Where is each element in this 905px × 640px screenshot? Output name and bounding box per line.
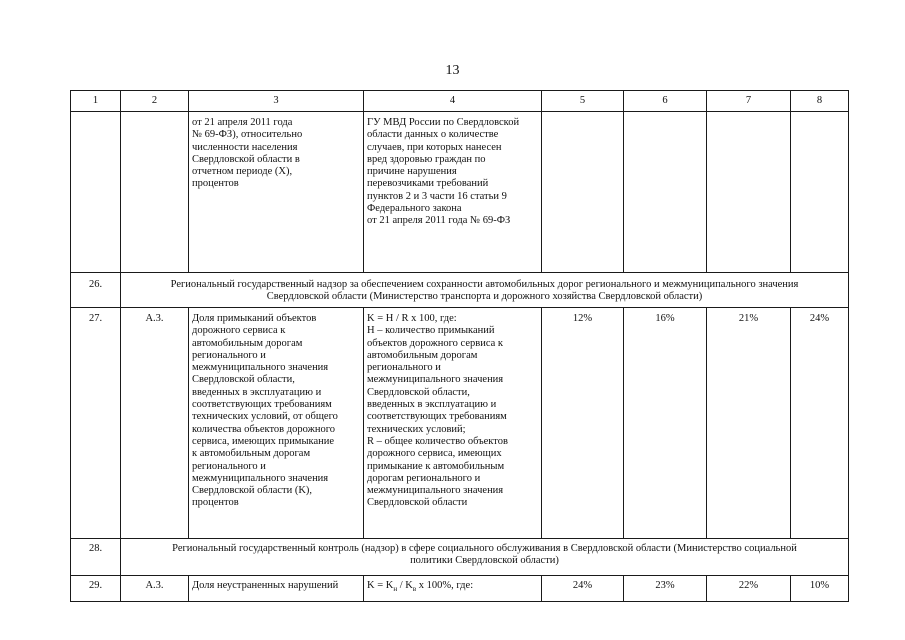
code-cell: А.3. (121, 308, 189, 539)
num-cell (71, 112, 121, 273)
table-row-continuation (71, 112, 849, 273)
text-line: соответствующих требованиям (367, 411, 507, 423)
table-row-28 (71, 539, 849, 576)
text-line: объектов дорожного сервиса к (367, 337, 503, 349)
text-line: Региональный государственный контроль (надзор) в сфере социального обслуживания в Свердловской области (Министерство социальной (172, 543, 797, 554)
text-line: Свердловской области (Министерство транспорта и дорожного хозяйства Свердловской области) (266, 291, 703, 303)
text-line: Свердловской области (K), (192, 485, 313, 497)
header-cell: 6 (624, 91, 707, 112)
text-line: № 69-ФЗ), относительно (192, 129, 303, 141)
value-cell (624, 112, 707, 273)
text-line: Доля неустраненных нарушений (192, 580, 339, 591)
formula-line (367, 580, 538, 592)
text-line: введенных в эксплуатацию и (192, 386, 322, 398)
text-line: от 21 апреля 2011 года (192, 117, 293, 128)
text-line: межмуниципального значения (192, 472, 329, 484)
value-cell: 24% (791, 308, 849, 539)
text-line: политики Свердловской области) (410, 555, 559, 567)
table-header-row (71, 91, 849, 112)
text-line: H – количество примыканий (367, 325, 495, 337)
formula-cell (364, 112, 542, 273)
formula-subscript: н (393, 585, 398, 594)
value-cell: 10% (791, 576, 849, 602)
table-row-29 (71, 576, 849, 602)
text-line: регионального и (192, 460, 266, 472)
header-cell: 7 (707, 91, 791, 112)
text-line: отчетном периоде (X), (192, 166, 293, 178)
text-line: K = H / R x 100, где: (367, 313, 457, 324)
text-line: сервиса, имеющих примыкание (192, 435, 335, 447)
code-cell: А.3. (121, 576, 189, 602)
text-line: межмуниципального значения (367, 485, 504, 497)
value-cell (707, 112, 791, 273)
header-cell: 3 (189, 91, 364, 112)
text-line: Региональный государственный надзор за обеспечением сохранности автомобильных дорог регионального и межмуниципального значения (170, 279, 799, 290)
text-line: межмуниципального значения (367, 374, 504, 386)
value-cell: 22% (707, 576, 791, 602)
header-cell: 2 (121, 91, 189, 112)
text-line: случаев, при которых нанесен (367, 141, 502, 153)
text-line: автомобильным дорогам (192, 337, 303, 349)
indicator-name-cell (189, 576, 364, 602)
text-line: дорогам регионального и (367, 472, 481, 484)
formula-text: x 100%, где: (416, 580, 474, 591)
value-cell: 16% (624, 308, 707, 539)
header-cell: 4 (364, 91, 542, 112)
text-line: регионального и (192, 349, 266, 361)
text-line: процентов (192, 497, 239, 509)
formula-cell (364, 308, 542, 539)
text-line: регионального и (367, 362, 441, 374)
text-line: Доля примыканий объектов (192, 313, 317, 324)
header-cell: 1 (71, 91, 121, 112)
section-heading-cell (121, 273, 849, 308)
header-cell: 8 (791, 91, 849, 112)
text-line: вред здоровью граждан по (367, 153, 486, 165)
formula-text: K = K (367, 580, 394, 591)
text-line: дорожного сервиса к (192, 325, 286, 337)
table-row-27 (71, 308, 849, 539)
value-cell (791, 112, 849, 273)
text-line: введенных в эксплуатацию и (367, 399, 497, 411)
text-line: Свердловской области, (367, 386, 470, 398)
page-number: 13 (445, 63, 460, 78)
text-line: R – общее количество объектов (367, 435, 508, 447)
value-cell: 23% (624, 576, 707, 602)
num-cell: 29. (71, 576, 121, 602)
formula-text: / K (397, 580, 413, 591)
header-cell: 5 (542, 91, 624, 112)
indicator-name-cell (189, 112, 364, 273)
text-line: области данных о количестве (367, 129, 499, 141)
section-heading-cell (121, 539, 849, 576)
text-line: Свердловской области, (192, 374, 295, 386)
text-line: ГУ МВД России по Свердловской (367, 117, 520, 128)
code-cell (121, 112, 189, 273)
num-cell: 26. (71, 273, 121, 308)
text-line: примыкание к автомобильным (367, 460, 505, 472)
text-line: к автомобильным дорогам (192, 448, 311, 460)
value-cell (542, 112, 624, 273)
value-cell: 24% (542, 576, 624, 602)
num-cell: 27. (71, 308, 121, 539)
formula-subscript: в (412, 585, 417, 594)
text-line: перевозчиками требований (367, 178, 489, 190)
text-line: межмуниципального значения (192, 362, 329, 374)
formula-cell (364, 576, 542, 602)
text-line: процентов (192, 178, 239, 190)
value-cell: 12% (542, 308, 624, 539)
text-line: количества объектов дорожного (192, 423, 336, 435)
indicators-table (70, 90, 849, 602)
text-line: Свердловской области в (192, 153, 300, 165)
text-line: дорожного сервиса, имеющих (367, 448, 502, 460)
text-line: технических условий, от общего (192, 411, 338, 423)
table-row-26 (71, 273, 849, 308)
text-line: Свердловской области (367, 497, 468, 509)
num-cell: 28. (71, 539, 121, 576)
text-line: соответствующих требованиям (192, 399, 332, 411)
text-line: от 21 апреля 2011 года № 69-ФЗ (367, 215, 511, 227)
text-line: автомобильным дорогам (367, 349, 478, 361)
text-line: Федерального закона (367, 203, 462, 215)
value-cell: 21% (707, 308, 791, 539)
text-line: пунктов 2 и 3 части 16 статьи 9 (367, 190, 507, 202)
indicator-name-cell (189, 308, 364, 539)
text-line: численности населения (192, 141, 298, 153)
text-line: причине нарушения (367, 166, 457, 178)
text-line: технических условий; (367, 423, 466, 435)
